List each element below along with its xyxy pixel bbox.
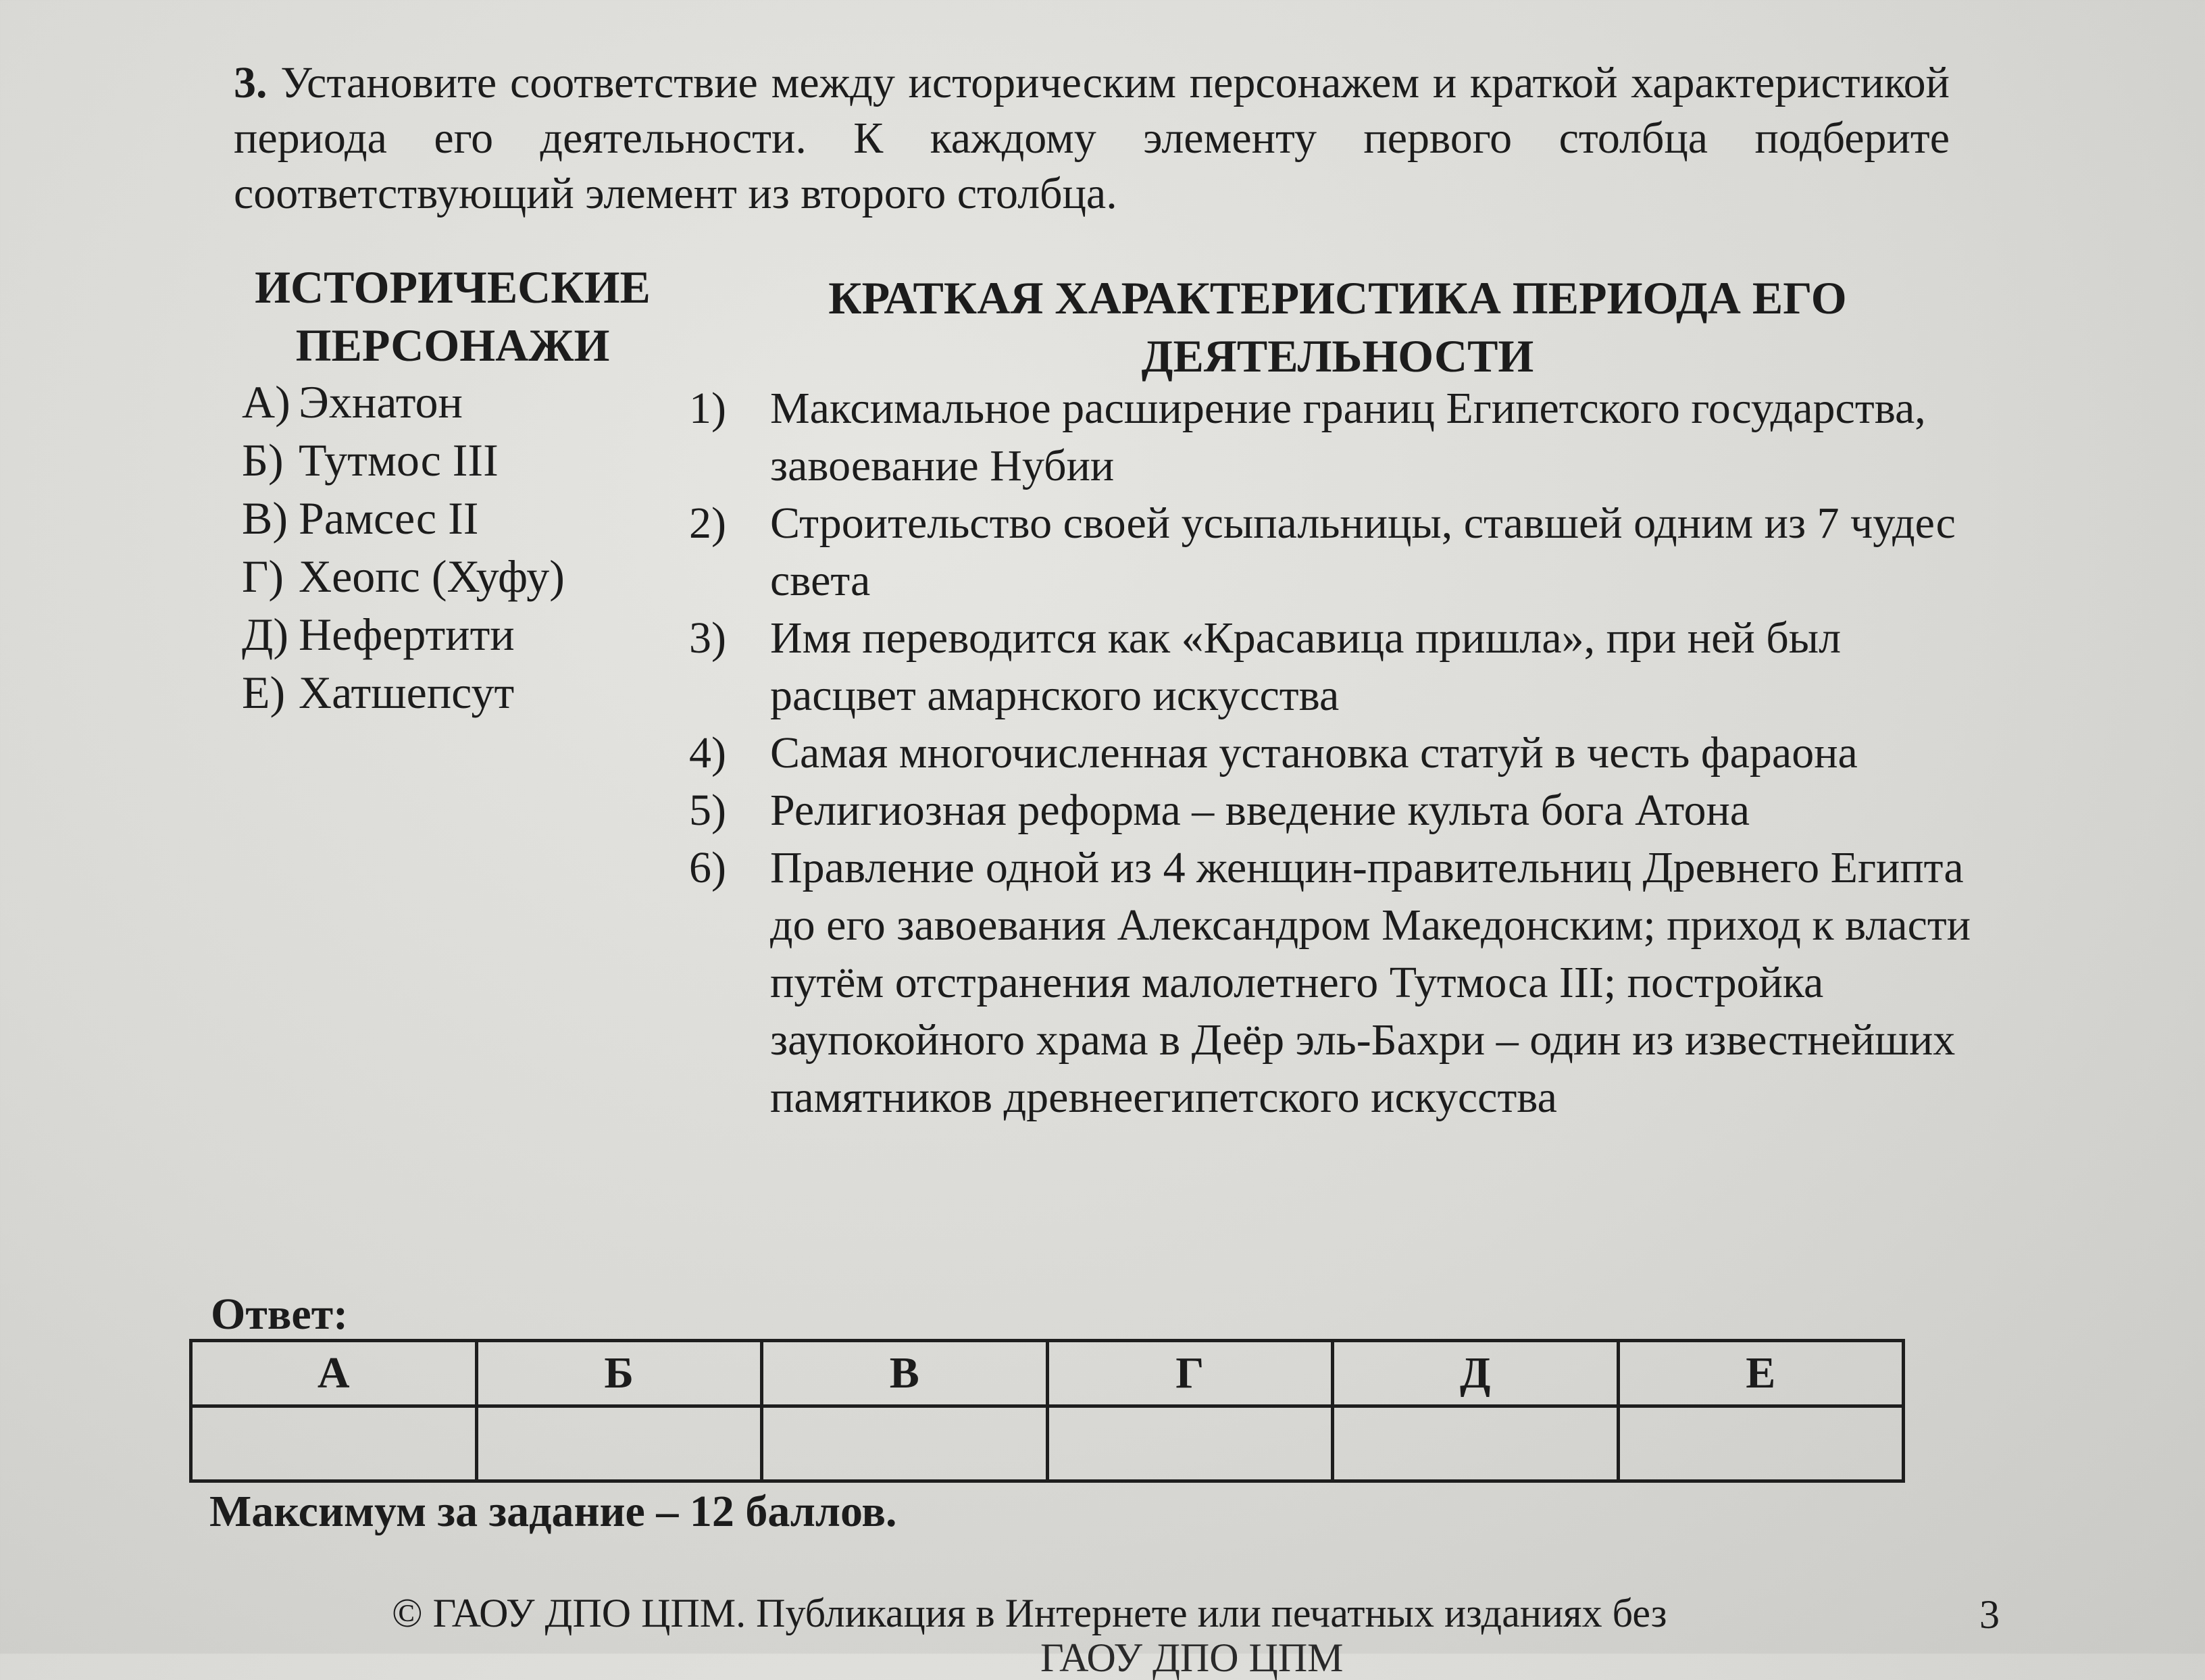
person-item xyxy=(242,431,715,489)
person-item xyxy=(242,663,715,721)
person-name: Тутмос III xyxy=(299,434,499,486)
task-instruction xyxy=(234,55,1950,222)
characteristic-item xyxy=(689,782,1973,839)
answer-cell-e[interactable] xyxy=(1618,1406,1904,1481)
answer-cell-b[interactable] xyxy=(476,1406,762,1481)
person-item xyxy=(242,605,715,663)
characteristics-title-line1: КРАТКАЯ ХАРАКТЕРИСТИКА ПЕРИОДА ЕГО xyxy=(828,272,1847,324)
persons-list xyxy=(242,373,715,721)
answer-header-cell: А xyxy=(191,1341,477,1406)
answer-cell-d[interactable] xyxy=(1333,1406,1619,1481)
persons-title-line2: ПЕРСОНАЖИ xyxy=(295,320,610,371)
characteristic-number: 4) xyxy=(689,728,726,778)
answer-cell-g[interactable] xyxy=(1047,1406,1333,1481)
person-name: Нефертити xyxy=(299,609,515,660)
characteristic-text: Правление одной из 4 женщин-правительниц Древнего Египта до его завоевания Александром Македонским; приход к власти путём отстранения малолетнего Тутмоса III; постройка заупокойного храма в Деёр эль-Бахри – один из известнейших памятников древнеегипетского искусства xyxy=(770,843,1971,1122)
characteristic-item xyxy=(689,380,1973,494)
characteristic-number: 2) xyxy=(689,499,726,548)
max-score: Максимум за задание – 12 баллов. xyxy=(209,1487,897,1536)
persons-column-title xyxy=(230,258,676,374)
answer-header-cell: Д xyxy=(1333,1341,1619,1406)
person-letter: Д) xyxy=(242,609,289,660)
person-letter: В) xyxy=(242,492,288,544)
characteristic-number: 5) xyxy=(689,786,726,835)
characteristics-column-title xyxy=(757,269,1919,385)
characteristic-item xyxy=(689,609,1973,724)
characteristic-text: Максимальное расширение границ Египетского государства, завоевание Нубии xyxy=(770,384,1926,490)
person-letter: А) xyxy=(242,376,290,428)
characteristic-number: 6) xyxy=(689,843,726,892)
characteristic-text: Самая многочисленная установка статуй в честь фараона xyxy=(770,728,1858,778)
footer-cutoff-line: ГАОУ ДПО ЦПМ xyxy=(1040,1635,1344,1680)
task-instruction-text: Установите соответствие между историческим персонажем и краткой характеристикой периода его деятельности. К каждому элементу первого столбца подберите соответствующий элемент из второго столбца. xyxy=(234,58,1950,218)
characteristic-text: Религиозная реформа – введение культа бога Атона xyxy=(770,786,1750,835)
answer-header-cell: Е xyxy=(1618,1341,1904,1406)
characteristics-title-line2: ДЕЯТЕЛЬНОСТИ xyxy=(1141,330,1534,382)
answer-table xyxy=(189,1339,1905,1483)
person-item xyxy=(242,489,715,547)
person-name: Рамсес II xyxy=(299,492,479,544)
page-number: 3 xyxy=(1979,1592,2000,1637)
answer-input-row xyxy=(191,1406,1904,1481)
answer-header-cell: В xyxy=(762,1341,1048,1406)
answer-header-cell: Г xyxy=(1047,1341,1333,1406)
characteristics-list xyxy=(689,380,1973,1126)
characteristic-item xyxy=(689,724,1973,782)
person-letter: Г) xyxy=(242,551,284,602)
copyright-footer: © ГАОУ ДПО ЦПМ. Публикация в Интернете или печатных изданиях без xyxy=(392,1591,1667,1635)
person-letter: Е) xyxy=(242,667,286,718)
characteristic-text: Имя переводится как «Красавица пришла», при ней был расцвет амарнского искусства xyxy=(770,613,1842,720)
task-number: 3. xyxy=(234,58,268,107)
answer-label: Ответ: xyxy=(211,1290,349,1339)
answer-cell-v[interactable] xyxy=(762,1406,1048,1481)
person-item xyxy=(242,547,715,605)
characteristic-text: Строительство своей усыпальницы, ставшей одним из 7 чудес света xyxy=(770,499,1956,605)
characteristic-item xyxy=(689,494,1973,609)
persons-title-line1: ИСТОРИЧЕСКИЕ xyxy=(255,261,651,313)
person-letter: Б) xyxy=(242,434,284,486)
answer-header-cell: Б xyxy=(476,1341,762,1406)
person-name: Эхнатон xyxy=(299,376,463,428)
characteristic-number: 3) xyxy=(689,613,726,663)
characteristic-item xyxy=(689,839,1973,1126)
person-name: Хатшепсут xyxy=(299,667,515,718)
answer-cell-a[interactable] xyxy=(191,1406,477,1481)
answer-header-row xyxy=(191,1341,1904,1406)
person-item xyxy=(242,373,715,431)
person-name: Хеопс (Хуфу) xyxy=(299,551,565,602)
characteristic-number: 1) xyxy=(689,384,726,433)
